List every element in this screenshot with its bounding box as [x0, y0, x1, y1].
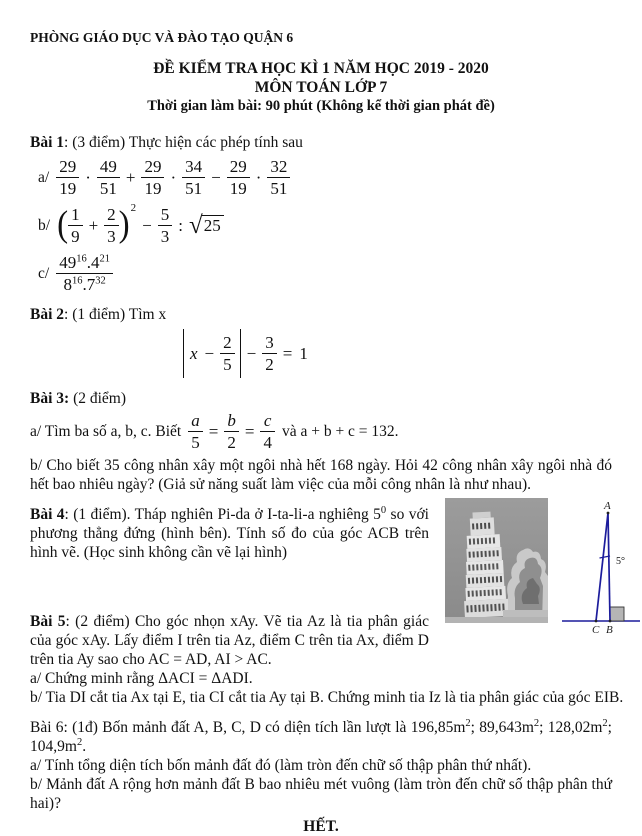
problem-1c [38, 253, 612, 294]
problem-2-equation-row [183, 329, 612, 378]
diagram-label-a: A [604, 500, 611, 512]
exam-title: ĐỀ KIỂM TRA HỌC KÌ 1 NĂM HỌC 2019 - 2020 [153, 60, 489, 77]
end-marker: HẾT. [303, 818, 339, 835]
problem-4-body: : (1 điểm). Tháp nghiên Pi-da ở I-ta-li-a nghiêng $5^0$ so với phương thẳng đứng (hình bên). Tính số đo của góc ACB trên hình vẽ. (Học sinh không cần vẽ lại hình) [30, 504, 429, 561]
problem-2-number: Bài 2 [30, 306, 65, 323]
problem-3a-pre: a/ Tìm ba số a, b, c. Biết [30, 423, 182, 440]
problem-1-number: Bài 1 [30, 134, 65, 151]
pisa-tower-photo [445, 498, 548, 623]
problem-1 [30, 133, 612, 294]
diagram-angle-label: 5° [616, 556, 625, 567]
problem-2-heading [30, 305, 612, 324]
problem-1b [38, 202, 612, 246]
problem-1a-expression: $\frac{29}{19}$ · $\frac{49}{51}$ + $\frac{29}{19}$ · $\frac{34}{51}$ − $\frac{29}{19}$ · $\frac{32}{51}$ [56, 157, 290, 198]
subject-title: MÔN TOÁN LỚP 7 [254, 79, 388, 96]
problem-1c-label: c/ [38, 265, 50, 282]
problem-2-equation: x − $\frac{2}{5}$ − $\frac{3}{2}$ = 1 [183, 329, 309, 378]
problem-6-text: Bài 6: (1đ) Bốn mảnh đất A, B, C, D có diện tích lần lượt là $196,85m^2$; $89,643m^2$; $128,02m^2$; $104,9m^2$. [30, 717, 612, 755]
problem-3 [30, 389, 612, 494]
problem-5-body: : (2 điểm) Cho góc nhọn xAy. Vẽ tia Az là tia phân giác của góc xAy. Lấy điểm I trên tia Az, điểm C trên tia Ax, điểm D trên tia Ay sao cho AC = AD, AI > AC. [30, 613, 430, 668]
problem-1b-expression: ( $\frac{1}{9}$ + $\frac{2}{3}$ ) 2 − $\frac{5}{3}$ : √ 25 [57, 205, 224, 246]
problem-6a-text: a/ Tính tổng diện tích bốn mảnh đất đó (làm tròn đến chữ số thập phân thứ nhất). [30, 757, 532, 774]
problem-5a-text: a/ Chứng minh rằng ΔACI = ΔADI. [30, 670, 253, 687]
problem-5b-text: b/ Tia DI cắt tia Ax tại E, tia CI cắt tia Ay tại B. Chứng minh tia Iz là tia phân giác của góc EIB. [30, 689, 624, 706]
problem-3-intro: (2 điểm) [69, 390, 127, 407]
problem-4-figure [435, 498, 640, 636]
problem-1a-label: a/ [38, 169, 50, 186]
problem-1c-expression: $\frac{49^{16}.4^{21}}{8^{16}.7^{32}}$ [56, 253, 113, 294]
problem-3b-text: b/ Cho biết 35 công nhân xây một ngôi nhà hết 168 ngày. Hỏi 42 công nhân xây ngôi nhà đó hết bao nhiêu ngày? (Giả sử năng suất làm việc của mỗi công nhân là như nhau). [30, 457, 612, 493]
diagram-label-b: B [606, 624, 613, 636]
problem-3a-expression: $\frac{a}{5}$ = $\frac{b}{2}$ = $\frac{c}{4}$ [188, 411, 275, 452]
diagram-label-c: C [592, 624, 600, 636]
problem-3a [30, 411, 612, 452]
problem-3-number: Bài 3: [30, 390, 70, 407]
problem-2 [30, 305, 612, 378]
angle-diagram [560, 500, 642, 636]
problem-2-intro: : (1 điểm) Tìm x [64, 306, 167, 323]
duration-line: Thời gian làm bài: 90 phút (Không kể thời gian phát đề) [147, 98, 495, 114]
problem-5-number: Bài 5 [30, 613, 66, 630]
problem-6 [30, 718, 612, 813]
problem-4-number: Bài 4 [30, 506, 65, 523]
problem-3-heading [30, 389, 612, 408]
problem-6b-text: b/ Mảnh đất A rộng hơn mảnh đất B bao nhiêu mét vuông (làm tròn đến chữ số thập phân thứ hai)? [30, 776, 612, 812]
department-header: PHÒNG GIÁO DỤC VÀ ĐÀO TẠO QUẬN 6 [30, 30, 294, 45]
problem-3a-post: và a + b + c = 132. [281, 423, 399, 440]
problem-1-intro: : (3 điểm) Thực hiện các phép tính sau [64, 134, 303, 151]
problem-1-heading [30, 133, 612, 152]
title-block [30, 59, 612, 116]
problem-1b-label: b/ [38, 217, 51, 234]
problem-1a [38, 157, 612, 198]
